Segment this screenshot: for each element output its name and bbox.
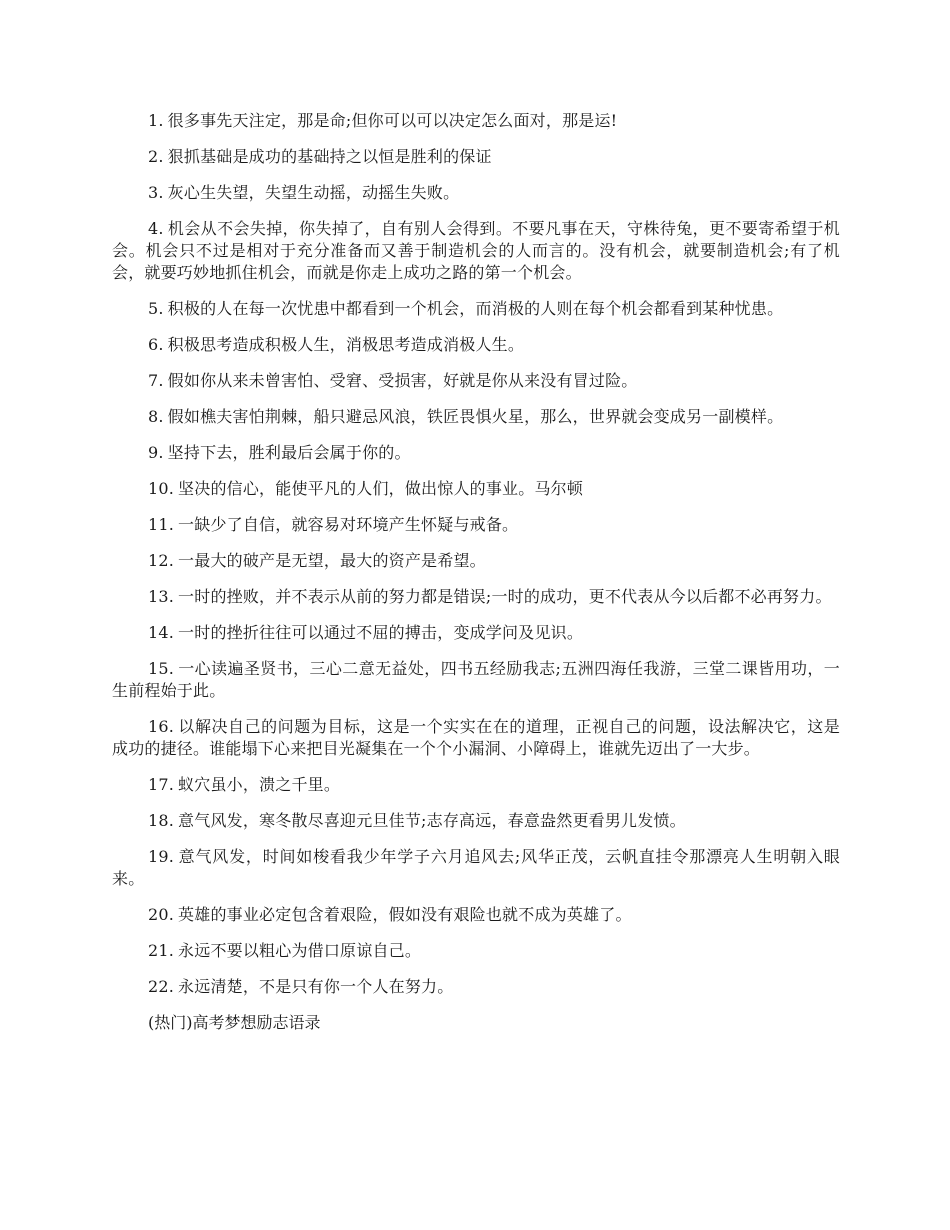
item-text: 英雄的事业必定包含着艰险，假如没有艰险也就不成为英雄了。 [178,905,632,924]
item-text: 坚持下去，胜利最后会属于你的。 [167,443,411,462]
list-item [112,774,840,796]
item-number: 16. [148,717,175,736]
list-item [112,218,840,284]
item-text: 意气风发，时间如梭看我少年学子六月追风去;风华正茂，云帆直挂令那漂亮人生明朝入眼来。 [112,847,840,888]
item-text: 一最大的破产是无望，最大的资产是希望。 [178,551,486,570]
item-text: 以解决自己的问题为目标，这是一个实实在在的道理，正视自己的问题，设法解决它，这是成功的捷径。谁能塌下心来把目光凝集在一个个小漏洞、小障碍上，谁就先迈出了一大步。 [112,717,840,758]
list-item [112,976,840,998]
list-item [112,940,840,962]
item-number: 9. [148,443,164,462]
item-number: 22. [148,977,175,996]
list-item [112,550,840,572]
item-number: 14. [148,623,175,642]
item-number: 13. [148,587,175,606]
item-number: 18. [148,811,175,830]
item-text: 假如你从来未曾害怕、受窘、受损害，好就是你从来没有冒过险。 [167,371,638,390]
list-item [112,182,840,204]
item-number: 17. [148,775,175,794]
list-item [112,810,840,832]
document-body [112,110,840,1034]
item-text: 永远不要以粗心为借口原谅自己。 [178,941,422,960]
list-item [112,514,840,536]
item-text: 坚决的信心，能使平凡的人们，做出惊人的事业。马尔顿 [178,479,584,498]
list-item [112,334,840,356]
item-number: 19. [148,847,175,866]
item-number: 5. [148,299,164,318]
item-number: 7. [148,371,164,390]
list-item [112,110,840,132]
list-item [112,146,840,168]
list-item [112,442,840,464]
item-text: 狠抓基础是成功的基础持之以恒是胜利的保证 [167,147,492,166]
list-item [112,904,840,926]
list-item [112,846,840,890]
item-number: 11. [148,515,175,534]
list-item [112,658,840,702]
item-text: 机会从不会失掉，你失掉了，自有别人会得到。不要凡事在天，守株待兔，更不要寄希望于机会。机会只不过是相对于充分准备而又善于制造机会的人而言的。没有机会，就要制造机会;有了机会，就要巧妙地抓住机会，而就是你走上成功之路的第一个机会。 [112,219,840,282]
list-item [112,622,840,644]
item-number: 20. [148,905,175,924]
item-number: 21. [148,941,175,960]
item-number: 10. [148,479,175,498]
item-number: 8. [148,407,164,426]
item-text: 意气风发，寒冬散尽喜迎元旦佳节;志存高远，春意盎然更看男儿发愤。 [178,811,686,830]
item-text: 一时的挫折往往可以通过不屈的搏击，变成学问及见识。 [178,623,584,642]
item-text: 蚁穴虽小，溃之千里。 [178,775,341,794]
item-number: 3. [148,183,164,202]
item-text: 积极思考造成积极人生，消极思考造成消极人生。 [167,335,525,354]
item-text: 灰心生失望，失望生动摇，动摇生失败。 [167,183,460,202]
item-text: 积极的人在每一次忧患中都看到一个机会，而消极的人则在每个机会都看到某种忧患。 [167,299,784,318]
item-number: 12. [148,551,175,570]
item-text: 假如樵夫害怕荆棘，船只避忌风浪，铁匠畏惧火星，那么，世界就会变成另一副模样。 [167,407,784,426]
item-number: 2. [148,147,164,166]
item-text: 一缺少了自信，就容易对环境产生怀疑与戒备。 [178,515,519,534]
list-item [112,298,840,320]
list-item [112,370,840,392]
item-number: 6. [148,335,164,354]
section-title: (热门)高考梦想励志语录 [148,1013,321,1032]
item-text: 很多事先天注定，那是命;但你可以可以决定怎么面对，那是运! [167,111,618,130]
item-text: 一心读遍圣贤书，三心二意无益处，四书五经励我志;五洲四海任我游，三堂二课皆用功，一生前程始于此。 [112,659,840,700]
list-item [112,716,840,760]
item-text: 永远清楚，不是只有你一个人在努力。 [178,977,454,996]
item-text: 一时的挫败，并不表示从前的努力都是错误;一时的成功，更不代表从今以后都不必再努力。 [178,587,832,606]
item-number: 15. [148,659,175,678]
list-item [112,478,840,500]
list-item [112,586,840,608]
item-number: 1. [148,111,164,130]
item-number: 4. [148,219,164,238]
list-item [112,406,840,428]
